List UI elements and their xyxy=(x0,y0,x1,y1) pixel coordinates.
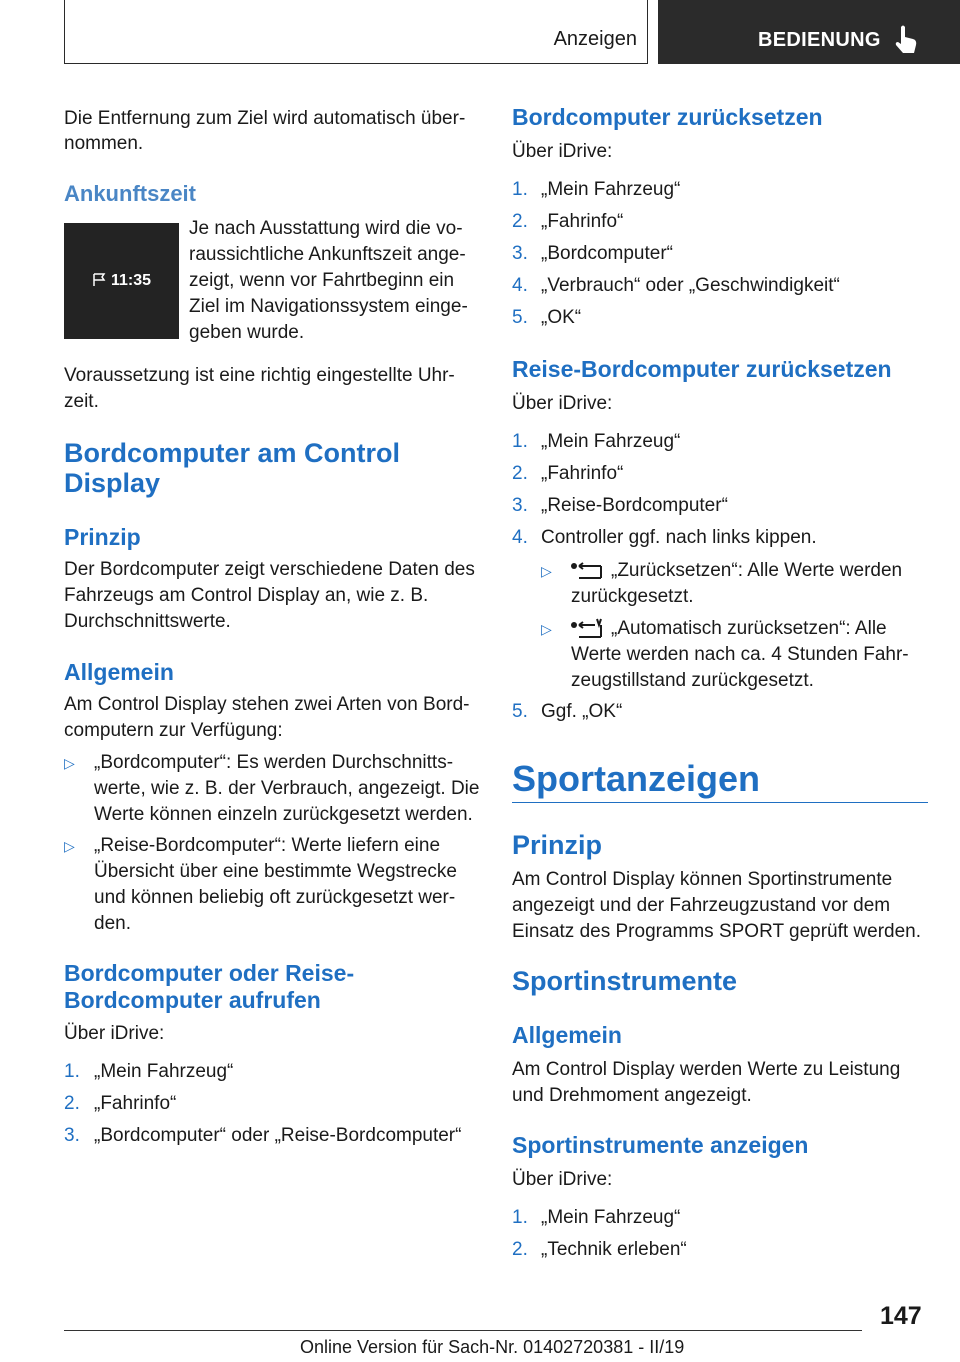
reset-arrow-icon xyxy=(571,561,603,581)
prinzip-right-3: Einsatz des Programms SPORT geprüft werden. xyxy=(512,921,922,942)
step-number: 2. xyxy=(512,211,528,232)
heading-underline xyxy=(512,802,928,803)
auto-reset-icon xyxy=(571,617,603,639)
reset-step-5: „OK“ xyxy=(541,307,582,328)
step-number: 2. xyxy=(512,463,528,484)
step-number: 3. xyxy=(512,495,528,516)
bullet-triangle-icon: ▷ xyxy=(541,621,552,637)
prinzip-right-2: angezeigt und der Fahrzeugzustand vor dem xyxy=(512,895,891,916)
heading-sport-anzeigen: Sportinstrumente anzeigen xyxy=(512,1132,809,1158)
heading-reise-reset: Reise-Bordcomputer zurücksetzen xyxy=(512,356,892,382)
bullet-2-line-2: Übersicht über eine bestimmte Wegstrecke xyxy=(94,861,457,882)
ankunft-text-4: Ziel im Navigationssystem einge- xyxy=(189,296,468,317)
bullet-1-line-2: werte, wie z. B. der Verbrauch, angezeigt. Die xyxy=(94,778,480,799)
step-number: 1. xyxy=(64,1061,80,1082)
sub2-line-2: Werte werden nach ca. 4 Stunden Fahr- xyxy=(571,644,909,665)
allgemein-right-1: Am Control Display werden Werte zu Leistung xyxy=(512,1059,901,1080)
allgemein-left-2: computern zur Verfügung: xyxy=(64,720,283,741)
step-number: 4. xyxy=(512,527,528,548)
page-number: 147 xyxy=(880,1302,922,1330)
aufrufen-step-1: „Mein Fahrzeug“ xyxy=(94,1061,234,1082)
footer-rule xyxy=(64,1330,862,1331)
step-number: 3. xyxy=(512,243,528,264)
step-number: 2. xyxy=(64,1093,80,1114)
idrive-label-sport: Über iDrive: xyxy=(512,1169,613,1190)
aufrufen-step-3: „Bordcomputer“ oder „Reise-Bordcomputer“ xyxy=(94,1125,462,1146)
bullet-triangle-icon: ▷ xyxy=(541,563,552,579)
sport-step-1: „Mein Fahrzeug“ xyxy=(541,1207,681,1228)
sub2-line-3: zeugstillstand zurückgesetzt. xyxy=(571,670,814,691)
heading-allgemein-left: Allgemein xyxy=(64,659,174,685)
bullet-2-line-1: „Reise-Bordcomputer“: Werte liefern eine xyxy=(94,835,441,856)
intro-line-2: nommen. xyxy=(64,133,144,154)
heading-allgemein-right: Allgemein xyxy=(512,1022,622,1048)
reise-step-1: „Mein Fahrzeug“ xyxy=(541,431,681,452)
flag-icon xyxy=(92,273,108,287)
heading-prinzip-left: Prinzip xyxy=(64,524,141,550)
sub1-line-1: „Zurücksetzen“: Alle Werte werden xyxy=(611,560,903,581)
sport-step-2: „Technik erleben“ xyxy=(541,1239,687,1260)
header-chapter-label: BEDIENUNG xyxy=(758,29,881,51)
reset-step-4: „Verbrauch“ oder „Geschwindigkeit“ xyxy=(541,275,840,296)
prinzip-left-2: Fahrzeugs am Control Display an, wie z. B. xyxy=(64,585,429,606)
step-number: 5. xyxy=(512,307,528,328)
prinzip-right-1: Am Control Display können Sportinstrumente xyxy=(512,869,893,890)
idrive-label-reise: Über iDrive: xyxy=(512,393,613,414)
reset-step-3: „Bordcomputer“ xyxy=(541,243,673,264)
heading-bordcomputer-line-1: Bordcomputer am Control xyxy=(64,438,401,468)
heading-bc-reset: Bordcomputer zurücksetzen xyxy=(512,104,823,130)
step-number: 1. xyxy=(512,431,528,452)
reise-step-5: Ggf. „OK“ xyxy=(541,701,623,722)
bullet-1-line-1: „Bordcomputer“: Es werden Durchschnitts- xyxy=(94,752,454,773)
idrive-label-left: Über iDrive: xyxy=(64,1023,165,1044)
heading-aufrufen-line-1: Bordcomputer oder Reise- xyxy=(64,960,355,986)
reise-step-4: Controller ggf. nach links kippen. xyxy=(541,527,817,548)
heading-aufrufen-line-2: Bordcomputer aufrufen xyxy=(64,987,321,1013)
ankunft-text-5: geben wurde. xyxy=(189,322,305,343)
step-number: 2. xyxy=(512,1239,528,1260)
reise-step-3: „Reise-Bordcomputer“ xyxy=(541,495,728,516)
bullet-2-line-3: und können beliebig oft zurückgesetzt wer- xyxy=(94,887,456,908)
heading-bordcomputer-line-2: Display xyxy=(64,468,161,498)
ankunft-text-2: raussichtliche Ankunftszeit ange- xyxy=(189,244,466,265)
arrival-time-thumbnail xyxy=(64,223,179,339)
arrival-time-value: 11:35 xyxy=(111,272,152,289)
heading-sportanzeigen: Sportanzeigen xyxy=(512,758,761,799)
bullet-triangle-icon: ▷ xyxy=(64,755,75,771)
heading-sportinstrumente: Sportinstrumente xyxy=(512,966,738,996)
ankunft-text-1: Je nach Ausstattung wird die vo- xyxy=(189,218,463,239)
reise-step-2: „Fahrinfo“ xyxy=(541,463,624,484)
heading-prinzip-right: Prinzip xyxy=(512,830,603,860)
reset-step-2: „Fahrinfo“ xyxy=(541,211,624,232)
header-chapter-tab xyxy=(658,0,960,64)
sub2-line-1: „Automatisch zurücksetzen“: Alle xyxy=(611,618,887,639)
ankunft-text-3: zeigt, wenn vor Fahrtbeginn ein xyxy=(189,270,455,291)
step-number: 3. xyxy=(64,1125,80,1146)
bullet-2-line-4: den. xyxy=(94,913,131,934)
prinzip-left-3: Durchschnittswerte. xyxy=(64,611,231,632)
intro-line-1: Die Entfernung zum Ziel wird automatisch über- xyxy=(64,108,466,129)
heading-ankunftszeit: Ankunftszeit xyxy=(64,181,196,206)
idrive-label-reset: Über iDrive: xyxy=(512,141,613,162)
reset-step-1: „Mein Fahrzeug“ xyxy=(541,179,681,200)
step-number: 1. xyxy=(512,1207,528,1228)
bullet-triangle-icon: ▷ xyxy=(64,838,75,854)
allgemein-left-1: Am Control Display stehen zwei Arten von Bord- xyxy=(64,694,470,715)
step-number: 4. xyxy=(512,275,528,296)
header-section-box xyxy=(64,0,648,64)
step-number: 5. xyxy=(512,701,528,722)
header-section-title: Anzeigen xyxy=(553,28,637,50)
prinzip-left-1: Der Bordcomputer zeigt verschiedene Daten des xyxy=(64,559,475,580)
voraussetzung-line-1: Voraussetzung ist eine richtig eingestellte Uhr- xyxy=(64,365,455,386)
hand-pointer-icon xyxy=(893,24,919,54)
allgemein-right-2: und Drehmoment angezeigt. xyxy=(512,1085,752,1106)
sub1-line-2: zurückgesetzt. xyxy=(571,586,694,607)
voraussetzung-line-2: zeit. xyxy=(64,391,99,412)
footer-version: Online Version für Sach-Nr. 01402720381 - II/19 xyxy=(300,1337,685,1357)
step-number: 1. xyxy=(512,179,528,200)
bullet-1-line-3: Werte können einzeln zurückgesetzt werden. xyxy=(94,804,473,825)
aufrufen-step-2: „Fahrinfo“ xyxy=(94,1093,177,1114)
